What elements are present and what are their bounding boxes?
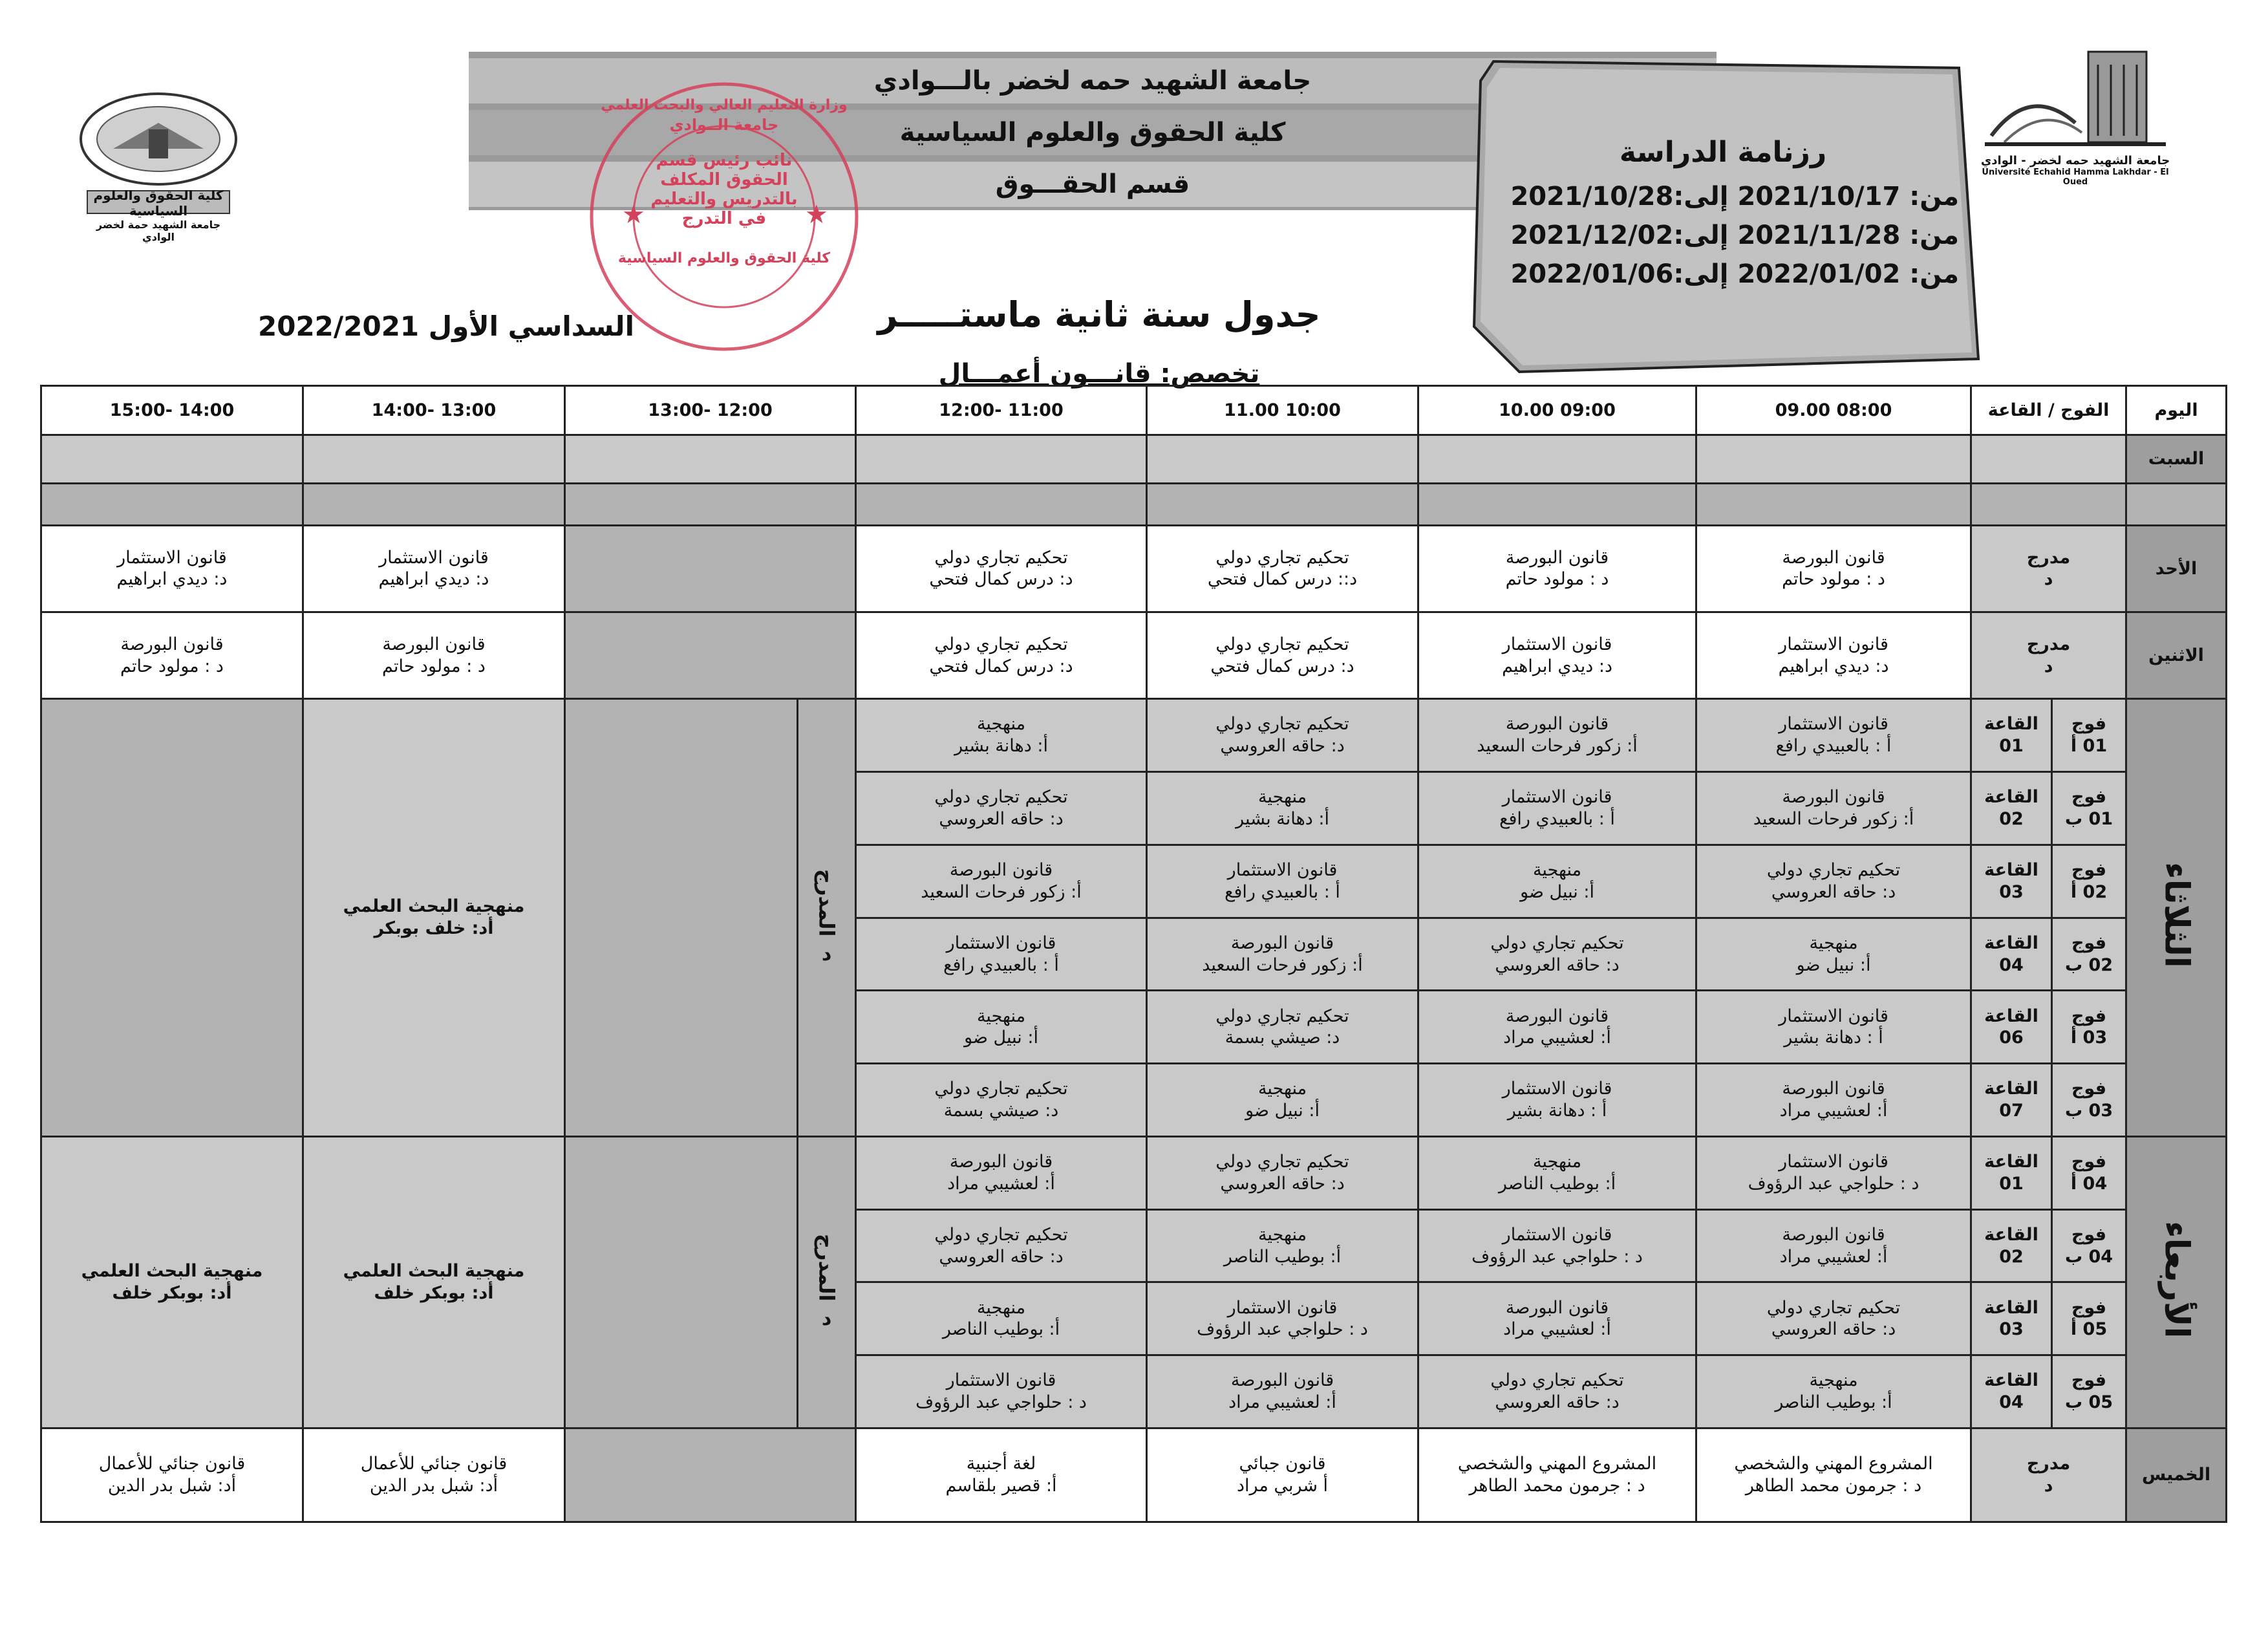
sunday-slot-4: تحكيم تجاري دولي د: درس كمال فتحي [856,525,1147,612]
col-time-4: 11:00 -12:00 [856,386,1147,435]
tuesday-1-slot-1: قانون الاستثمار أ : بالعبيدي رافع [1696,699,1971,772]
sunday-slot-7: قانون الاستثمار د: ديدي ابراهيم [41,525,303,612]
tuesday-room-6: القاعة 07 [1971,1064,2052,1137]
tuesday-group-2: فوج 01 ب [2052,772,2126,845]
wednesday-4-slot-3: قانون البورصة أ: لعشيبي مراد [1147,1355,1418,1428]
tuesday-slot-6: منهجية البحث العلمي أد: خلف بوبكر [303,699,565,1137]
col-time-2: 09:00 10.00 [1418,386,1696,435]
tuesday-2-slot-3: منهجية أ: دهانة بشير [1147,772,1418,845]
tuesday-4-slot-3: قانون البورصة أ: زكور فرحات السعيد [1147,918,1418,991]
thursday-slot-2: المشروع المهني والشخصي د : جرمون محمد الطاهر [1418,1428,1696,1522]
col-time-1: 08:00 09.00 [1696,386,1971,435]
day-monday: الاثنين [2126,612,2227,699]
col-time-5: 12:00 -13:00 [565,386,856,435]
tuesday-5-slot-2: قانون البورصة أ: لعشيبي مراد [1418,991,1696,1064]
tuesday-4-slot-1: منهجية أ: نبيل ضو [1696,918,1971,991]
calendar-row-3: من: 2022/01/02 إلى:2022/01/06 [1510,259,1959,289]
tuesday-3-slot-3: قانون الاستثمار أ : بالعبيدي رافع [1147,845,1418,918]
tuesday-4-slot-2: تحكيم تجاري دولي د: حاقه العروسي [1418,918,1696,991]
wednesday-group-3: فوج 05 أ [2052,1282,2126,1355]
tuesday-3-slot-2: منهجية أ: نبيل ضو [1418,845,1696,918]
university-name: جامعة الشهيد حمه لخضر بالـــوادي [469,58,1717,103]
stamp-line4: الحقوق المكلف [660,170,788,189]
wednesday-2-slot-3: منهجية أ: بوطيب الناصر [1147,1209,1418,1282]
wednesday-group-2: فوج 04 ب [2052,1209,2126,1282]
university-logo-line2: Université Echahid Hamma Lakhdar - El Oued [1982,167,2169,187]
wednesday-3-slot-3: قانون الاستثمار د : حلواجي عبد الرؤوف [1147,1282,1418,1355]
thursday-slot-4: لغة أجنبية أ: قصير بلقاسم [856,1428,1147,1522]
tuesday-1-slot-2: قانون البورصة أ: زكور فرحات السعيد [1418,699,1696,772]
stamp-line3: نائب رئيس قسم [656,151,793,170]
tuesday-4-slot-4: قانون الاستثمار أ : بالعبيدي رافع [856,918,1147,991]
sunday-slot-2: قانون البورصة د : مولود حاتم [1418,525,1696,612]
thursday-slot-6: قانون جنائي للأعمال أد: شبل بدر الدين [303,1428,565,1522]
calendar-row-2: من: 2021/11/28 إلى:2021/12/02 [1510,221,1959,250]
col-group-header: الفوج / القاعة [1971,386,2126,435]
tuesday-amphi: المدرج د [798,699,856,1137]
svg-text:★: ★ [622,200,645,230]
row-sunday [41,525,2227,612]
speciality-label: تخصص: قانـــون أعمـــال [938,359,1260,389]
page-title: جدول سنة ثانية ماستـــــر [877,294,1321,335]
tuesday-6-slot-2: قانون الاستثمار أ : دهانة بشير [1418,1064,1696,1137]
tuesday-2-slot-2: قانون الاستثمار أ : بالعبيدي رافع [1418,772,1696,845]
col-day-header: اليوم [2126,386,2227,435]
stamp-text [582,97,866,266]
table-header-row [41,386,2227,435]
monday-slot-2: قانون الاستثمار د: ديدي ابراهيم [1418,612,1696,699]
wednesday-slot-7: منهجية البحث العلمي أد: بوبكر خلف [41,1136,303,1428]
tuesday-room-2: القاعة 02 [1971,772,2052,845]
wednesday-4-slot-4: قانون الاستثمار د : حلواجي عبد الرؤوف [856,1355,1147,1428]
stamp-line1: وزارة التعليم العالي والبحث العلمي [601,97,848,113]
faculty-logo-line2: جامعة الشهيد حمة لخضر [96,219,221,231]
faculty-name: كلية الحقوق والعلوم السياسية [469,110,1717,155]
tuesday-6-slot-3: منهجية أ: نبيل ضو [1147,1064,1418,1137]
wednesday-group-4: فوج 05 ب [2052,1355,2126,1428]
row-saturday-empty [41,484,2227,525]
calendar-row-1: من: 2021/10/17 إلى:2021/10/28 [1510,182,1959,211]
monday-slot-4: تحكيم تجاري دولي د: درس كمال فتحي [856,612,1147,699]
day-sunday: الأحد [2126,525,2227,612]
tuesday-room-4: القاعة 04 [1971,918,2052,991]
university-logo-line1: جامعة الشهيد حمه لخضر - الوادي [1980,154,2170,167]
calendar-text [1487,136,1959,298]
svg-text:★: ★ [805,200,828,230]
row-wednesday-1 [41,1136,2227,1209]
wednesday-slot-6: منهجية البحث العلمي أد: بوبكر خلف [303,1136,565,1428]
faculty-logo-line3: الوادي [142,231,175,243]
monday-room: مدرج د [1971,612,2126,699]
day-saturday: السبت [2126,435,2227,484]
day-thursday: الخميس [2126,1428,2227,1522]
thursday-slot-3: قانون جبائي أ شربي مراد [1147,1428,1418,1522]
faculty-logo-text [68,188,249,243]
wednesday-group-1: فوج 04 أ [2052,1136,2126,1209]
tuesday-2-slot-4: تحكيم تجاري دولي د: حاقه العروسي [856,772,1147,845]
tuesday-5-slot-3: تحكيم تجاري دولي د: صيشي بسمة [1147,991,1418,1064]
row-tuesday-1 [41,699,2227,772]
tuesday-group-1: فوج 01 أ [2052,699,2126,772]
col-time-3: 10:00 11.00 [1147,386,1418,435]
tuesday-5-slot-1: قانون الاستثمار أ : دهانة بشير [1696,991,1971,1064]
schedule-table [40,385,2227,1523]
sunday-slot-1: قانون البورصة د : مولود حاتم [1696,525,1971,612]
stamp-line7: كلية الحقوق والعلوم السياسية [617,250,831,266]
wednesday-1-slot-1: قانون الاستثمار د : حلواجي عبد الرؤوف [1696,1136,1971,1209]
stamp-line2: جامعة الــوادي [669,116,779,134]
thursday-slot-1: المشروع المهني والشخصي د : جرمون محمد الطاهر [1696,1428,1971,1522]
monday-slot-7: قانون البورصة د : مولود حاتم [41,612,303,699]
tuesday-group-6: فوج 03 ب [2052,1064,2126,1137]
wednesday-2-slot-2: قانون الاستثمار د : حلواجي عبد الرؤوف [1418,1209,1696,1282]
wednesday-room-1: القاعة 01 [1971,1136,2052,1209]
row-saturday [41,435,2227,484]
stamp-line5: بالتدريس والتعليم [650,189,798,209]
wednesday-3-slot-1: تحكيم تجاري دولي د: حاقه العروسي [1696,1282,1971,1355]
wednesday-1-slot-2: منهجية أ: بوطيب الناصر [1418,1136,1696,1209]
tuesday-1-slot-4: منهجية أ: دهانة بشير [856,699,1147,772]
tuesday-group-5: فوج 03 أ [2052,991,2126,1064]
sunday-room: مدرج د [1971,525,2126,612]
row-monday [41,612,2227,699]
row-thursday [41,1428,2227,1522]
department-name: قسم الحقـــوق [469,162,1717,207]
tuesday-group-3: فوج 02 أ [2052,845,2126,918]
tuesday-1-slot-3: تحكيم تجاري دولي د: حاقه العروسي [1147,699,1418,772]
col-time-7: 14:00 -15:00 [41,386,303,435]
thursday-slot-7: قانون جنائي للأعمال أد: شبل بدر الدين [41,1428,303,1522]
semester-label: السداسي الأول 2022/2021 [258,310,634,342]
monday-slot-3: تحكيم تجاري دولي د: درس كمال فتحي [1147,612,1418,699]
wednesday-2-slot-4: تحكيم تجاري دولي د: حاقه العروسي [856,1209,1147,1282]
thursday-room: مدرج د [1971,1428,2126,1522]
wednesday-1-slot-4: قانون البورصة أ: لعشيبي مراد [856,1136,1147,1209]
day-wednesday: الأربعاء [2126,1136,2227,1428]
tuesday-3-slot-4: قانون البورصة أ: زكور فرحات السعيد [856,845,1147,918]
tuesday-3-slot-1: تحكيم تجاري دولي د: حاقه العروسي [1696,845,1971,918]
wednesday-2-slot-1: قانون البورصة أ: لعشيبي مراد [1696,1209,1971,1282]
wednesday-4-slot-1: منهجية أ: بوطيب الناصر [1696,1355,1971,1428]
tuesday-2-slot-1: قانون البورصة أ: زكور فرحات السعيد [1696,772,1971,845]
wednesday-3-slot-2: قانون البورصة أ: لعشيبي مراد [1418,1282,1696,1355]
tuesday-group-4: فوج 02 ب [2052,918,2126,991]
tuesday-5-slot-4: منهجية أ: نبيل ضو [856,991,1147,1064]
wednesday-4-slot-2: تحكيم تجاري دولي د: حاقه العروسي [1418,1355,1696,1428]
university-logo-text [1978,154,2172,187]
monday-slot-1: قانون الاستثمار د: ديدي ابراهيم [1696,612,1971,699]
tuesday-6-slot-4: تحكيم تجاري دولي د: صيشي بسمة [856,1064,1147,1137]
tuesday-room-5: القاعة 06 [1971,991,2052,1064]
sunday-slot-3: تحكيم تجاري دولي د:: درس كمال فتحي [1147,525,1418,612]
calendar-title: رزنامة الدراسة [1619,136,1827,169]
wednesday-amphi: المدرج د [798,1136,856,1428]
col-time-6: 13:00 -14:00 [303,386,565,435]
tuesday-room-1: القاعة 01 [1971,699,2052,772]
wednesday-room-2: القاعة 02 [1971,1209,2052,1282]
wednesday-room-3: القاعة 03 [1971,1282,2052,1355]
wednesday-3-slot-4: منهجية أ: بوطيب الناصر [856,1282,1147,1355]
tuesday-room-3: القاعة 03 [1971,845,2052,918]
faculty-logo-line1: كلية الحقوق والعلوم السياسية [93,188,224,219]
monday-slot-6: قانون البورصة د : مولود حاتم [303,612,565,699]
wednesday-room-4: القاعة 04 [1971,1355,2052,1428]
tuesday-6-slot-1: قانون البورصة أ: لعشيبي مراد [1696,1064,1971,1137]
stamp-line6: في التدرج [681,209,767,228]
day-tuesday: الثلاثاء [2126,699,2227,1137]
sunday-slot-6: قانون الاستثمار د: ديدي ابراهيم [303,525,565,612]
wednesday-1-slot-3: تحكيم تجاري دولي د: حاقه العروسي [1147,1136,1418,1209]
